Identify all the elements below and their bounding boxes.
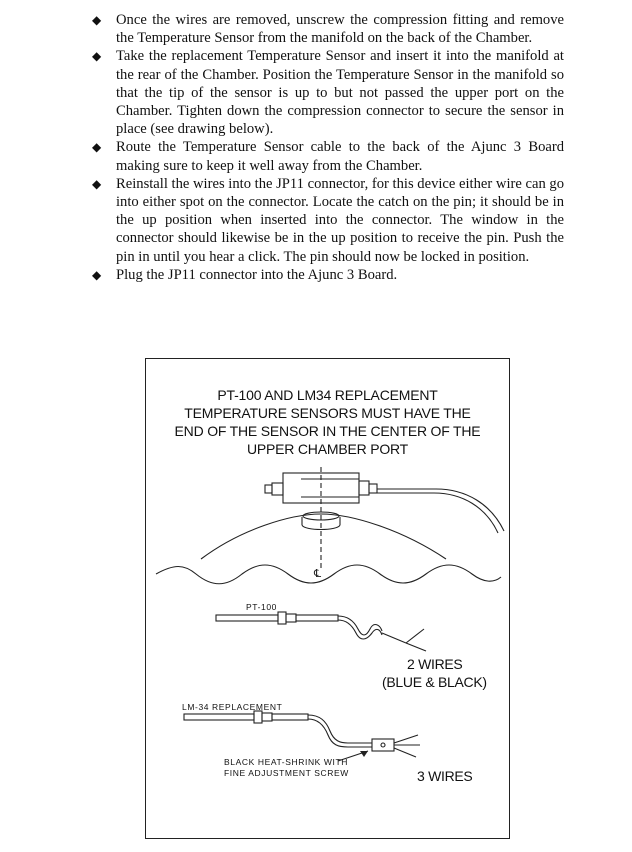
instruction-text: Reinstall the wires into the JP11 connector, for this device either wire can go into either spot on the connector. Locate the catch on the pin; it should be in the up position when inserted into the connector. The window in the connector should likewise be in the up position to receive the pin. Push the pin in until you hear a click. The pin should now be locked in position. xyxy=(116,175,564,265)
lm34-probe xyxy=(184,714,254,720)
instruction-text: Route the Temperature Sensor cable to the back of the Ajunc 3 Board making sure to keep it well away from the Chamber. xyxy=(116,139,564,174)
instruction-text: Once the wires are removed, unscrew the compression fitting and remove the Temperature Sensor from the manifold on the back of the Chamber. xyxy=(116,12,564,47)
chamber-wave xyxy=(156,565,501,584)
chamber-dome xyxy=(201,514,446,559)
instruction-item xyxy=(92,11,564,47)
lm34-wires-label: 3 WIRES xyxy=(417,768,473,784)
instruction-list xyxy=(92,11,564,284)
pt100-label: PT-100 xyxy=(246,602,278,612)
diamond-bullet-icon: ◆ xyxy=(92,267,102,282)
lm34-label: LM-34 REPLACEMENT xyxy=(182,702,283,712)
pt100-wires-colors: (BLUE & BLACK) xyxy=(382,674,487,690)
diamond-bullet-icon: ◆ xyxy=(92,13,102,27)
figure-caption-line: PT-100 AND LM34 REPLACEMENT xyxy=(217,387,438,403)
instruction-item xyxy=(92,175,564,266)
pt100-wires-label: 2 WIRES xyxy=(407,656,463,672)
pt100-probe xyxy=(216,615,278,621)
diamond-bullet-icon: ◆ xyxy=(92,140,102,155)
instruction-text: Plug the JP11 connector into the Ajunc 3 Board. xyxy=(116,266,398,283)
figure-caption-line: UPPER CHAMBER PORT xyxy=(246,441,409,457)
diamond-bullet-icon: ◆ xyxy=(92,176,102,191)
heatshrink-label: FINE ADJUSTMENT SCREW xyxy=(224,768,349,778)
figure-caption-line: END OF THE SENSOR IN THE CENTER OF THE xyxy=(174,423,481,439)
instruction-item xyxy=(92,266,564,284)
centerline-symbol: ℄ xyxy=(314,567,322,580)
sensor-drawing-figure xyxy=(145,358,510,839)
figure-caption-line: TEMPERATURE SENSORS MUST HAVE THE xyxy=(184,405,471,421)
instruction-text: Take the replacement Temperature Sensor and insert it into the manifold at the rear of the Chamber. Position the Temperature Sensor in the manifold so that the tip of the sensor is up to but not passed the upper port on the Chamber. Tighten down the compression connector to secure the sensor in place (see drawing below). xyxy=(116,48,564,138)
diamond-bullet-icon: ◆ xyxy=(92,49,102,64)
instruction-item xyxy=(92,47,564,138)
heatshrink-label: BLACK HEAT-SHRINK WITH xyxy=(224,757,349,767)
instruction-item xyxy=(92,138,564,174)
